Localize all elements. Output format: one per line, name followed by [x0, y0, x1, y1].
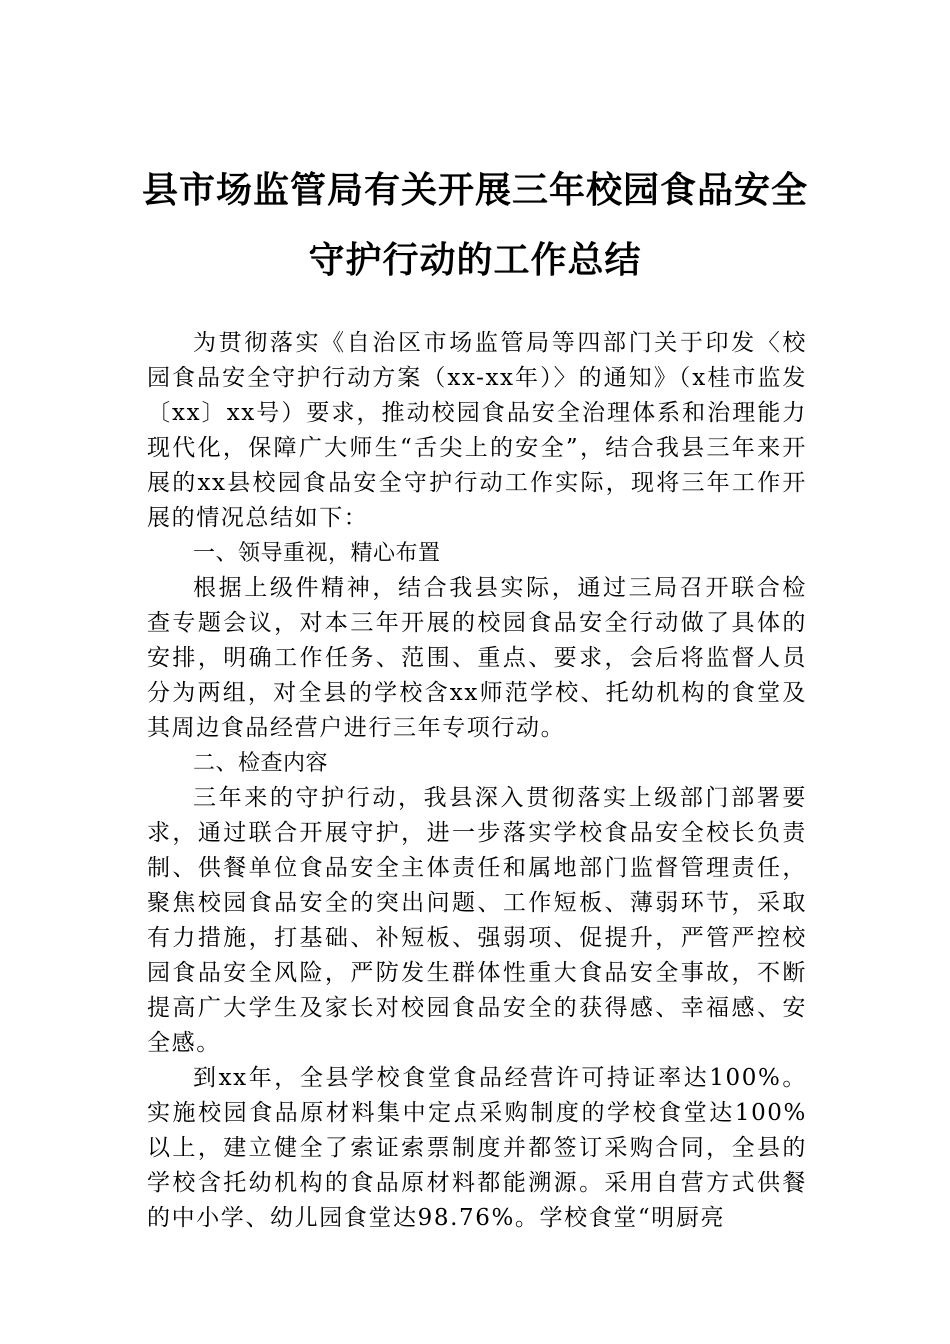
document-body	[147, 326, 807, 1236]
document-title-line-1: 县市场监管局有关开展三年校园食品安全	[141, 169, 808, 211]
intro-paragraph: 为贯彻落实《自治区市场监管局等四部门关于印发〈校园食品安全守护行动方案（xx-xx年）〉的通知》（x桂市监发〔xx〕xx号）要求，推动校园食品安全治理体系和治理能力现代化，保障广大师生“舌尖上的安全”，结合我县三年来开展的xx县校园食品安全守护行动工作实际，现将三年工作开展的情况总结如下：	[147, 330, 807, 531]
document-title-line-2: 守护行动的工作总结	[308, 239, 642, 281]
section-2-paragraph-1: 三年来的守护行动，我县深入贯彻落实上级部门部署要求，通过联合开展守护，进一步落实学校食品安全校长负责制、供餐单位食品安全主体责任和属地部门监督管理责任，聚焦校园食品安全的突出问题、工作短板、薄弱环节，采取有力措施，打基础、补短板、强弱项、促提升，严管严控校园食品安全风险，严防发生群体性重大食品安全事故，不断提高广大学生及家长对校园食品安全的获得感、幸福感、安全感。	[147, 785, 807, 1056]
section-2-paragraph-2: 到xx年，全县学校食堂食品经营许可持证率达100%。实施校园食品原材料集中定点采购制度的学校食堂达100%以上，建立健全了索证索票制度并都签订采购合同，全县的学校含托幼机构的食品原材料都能溯源。采用自营方式供餐的中小学、幼儿园食堂达98.76%。学校食堂“明厨亮	[147, 1065, 807, 1231]
section-1-heading: 一、领导重视，精心布置	[193, 541, 441, 566]
section-1-paragraph: 根据上级件精神，结合我县实际，通过三局召开联合检查专题会议，对本三年开展的校园食品安全行动做了具体的安排，明确工作任务、范围、重点、要求，会后将监督人员分为两组，对全县的学校含xx师范学校、托幼机构的食堂及其周边食品经营户进行三年专项行动。	[147, 575, 807, 741]
section-2-heading: 二、检查内容	[193, 751, 329, 776]
